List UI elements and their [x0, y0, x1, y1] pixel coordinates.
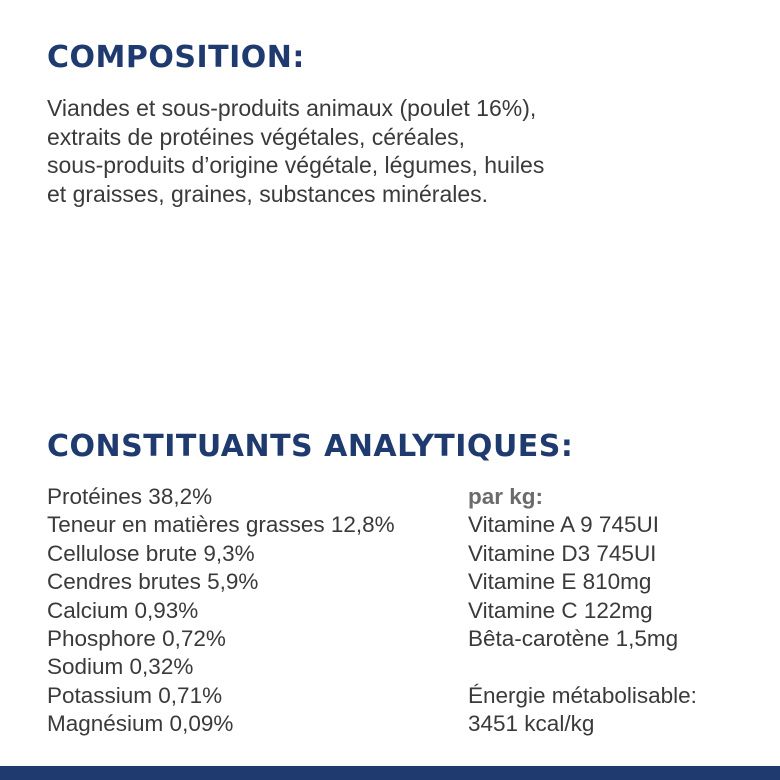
- constituent-row: Cendres brutes 5,9%: [47, 569, 259, 595]
- additive-row: Vitamine C 122mg: [468, 597, 653, 623]
- spacer: [468, 653, 768, 681]
- additive-row: Bêta-carotène 1,5mg: [468, 625, 679, 651]
- constituent-row: Teneur en matières grasses 12,8%: [47, 512, 395, 538]
- composition-line: sous-produits d’origine végétale, légumes, huiles: [47, 152, 545, 178]
- constituent-row: Protéines 38,2%: [47, 484, 213, 509]
- constituent-row: Phosphore 0,72%: [47, 625, 226, 651]
- constituent-row: Potassium 0,71%: [47, 682, 223, 708]
- constituants-heading: CONSTITUANTS ANALYTIQUES:: [47, 429, 574, 464]
- composition-line: extraits de protéines végétales, céréales,: [47, 123, 466, 150]
- composition-heading: COMPOSITION:: [47, 40, 305, 75]
- composition-text: [47, 94, 747, 208]
- additives-list: [468, 483, 768, 739]
- analytical-constituents-list: [47, 483, 457, 739]
- constituent-row: Magnésium 0,09%: [47, 711, 234, 737]
- constituent-row: Calcium 0,93%: [47, 597, 199, 623]
- additive-row: Vitamine D3 745UI: [468, 540, 657, 566]
- bottom-bar: [0, 766, 780, 780]
- additive-row: Vitamine E 810mg: [468, 569, 652, 595]
- constituent-row: Cellulose brute 9,3%: [47, 540, 255, 566]
- energy-value: 3451 kcal/kg: [468, 711, 595, 737]
- composition-line: Viandes et sous-produits animaux (poulet 16%),: [47, 95, 537, 121]
- additive-row: Vitamine A 9 745UI: [468, 512, 659, 538]
- per-kg-header: par kg:: [468, 484, 544, 509]
- constituent-row: Sodium 0,32%: [47, 654, 194, 680]
- composition-line: et graisses, graines, substances minérales.: [47, 180, 489, 207]
- energy-label: Énergie métabolisable:: [468, 682, 697, 708]
